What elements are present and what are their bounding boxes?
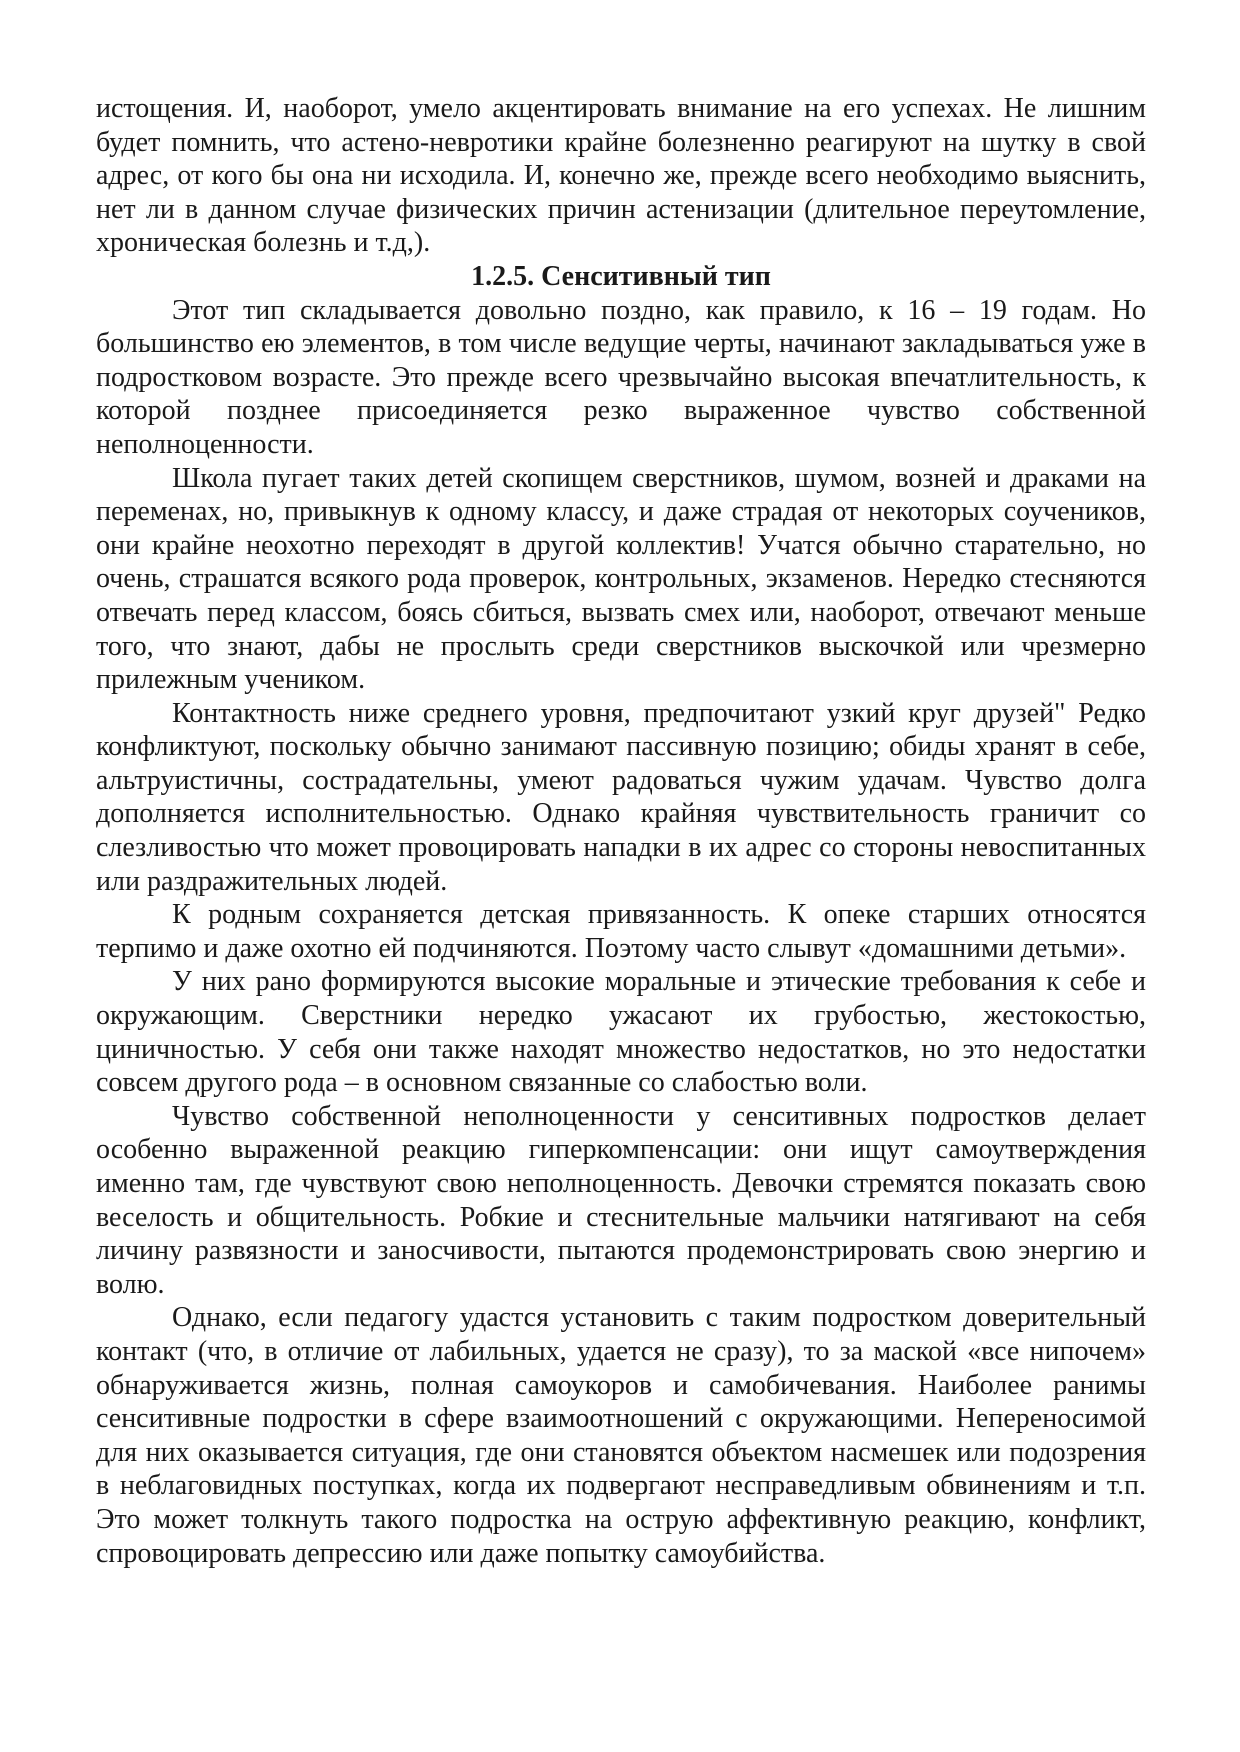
paragraph: К родным сохраняется детская привязанность. К опеке старших относятся терпимо и даже охотно ей подчиняются. Поэтому часто слывут «домашними детьми». (96, 899, 1146, 964)
paragraph-continuation: истощения. И, наоборот, умело акцентировать внимание на его успехах. Не лишним будет помнить, что астено-невротики крайне болезненно реагируют на шутку в свой адрес, от кого бы она ни исходила. И, конечно же, прежде всего необходимо выяснить, нет ли в данном случае физических причин астенизации (длительное переутомление, хроническая болезнь и т.д,). (96, 93, 1146, 259)
paragraph: Однако, если педагогу удастся установить с таким подростком доверительный контакт (что, в отличие от лабильных, удается не сразу), то за маской «все нипочем» обнаруживается жизнь, полная самоукоров и самобичевания. Наиболее ранимы сенситивные подростки в сфере взаимоотношений с окружающими. Непереносимой для них оказывается ситуация, где они становятся объектом насмешек или подозрения в неблаговидных поступках, когда их подвергают несправедливым обвинениям и т.п. Это может толкнуть такого подростка на острую аффективную реакцию, конфликт, спровоцировать депрессию или даже попытку самоубийства. (96, 1302, 1146, 1569)
section-heading: 1.2.5. Сенситивный тип (471, 260, 771, 292)
paragraph: Контактность ниже среднего уровня, предпочитают узкий круг друзей" Редко конфликтуют, поскольку обычно занимают пассивную позицию; обиды хранят в себе, альтруистичны, сострадательны, умеют радоваться чужим удачам. Чувство долга дополняется исполнительностью. Однако крайняя чувствительность граничит со слезливостью что может провоцировать нападки в их адрес со стороны невоспитанных или раздражительных людей. (96, 697, 1146, 897)
document-page (96, 92, 1146, 1570)
paragraph: У них рано формируются высокие моральные и этические требования к себе и окружающим. Сверстники нередко ужасают их грубостью, жестокостью, циничностью. У себя они также находят множество недостатков, но это недостатки совсем другого рода – в основном связанные со слабостью воли. (96, 966, 1146, 1099)
paragraph: Этот тип складывается довольно поздно, как правило, к 16 – 19 годам. Но большинство ею элементов, в том числе ведущие черты, начинают закладываться уже в подростковом возрасте. Это прежде всего чрезвычайно высокая впечатлительность, к которой позднее присоединяется резко выраженное чувство собственной неполноценности. (96, 294, 1146, 460)
paragraph: Чувство собственной неполноценности у сенситивных подростков делает особенно выраженной реакцию гиперкомпенсации: они ищут самоутверждения именно там, где чувствуют свою неполноценность. Девочки стремятся показать свою веселость и общительность. Робкие и стеснительные мальчики натягивают на себя личину развязности и заносчивости, пытаются продемонстрировать свою энергию и волю. (96, 1100, 1146, 1300)
paragraph: Школа пугает таких детей скопищем сверстников, шумом, возней и драками на переменах, но, привыкнув к одному классу, и даже страдая от некоторых соучеников, они крайне неохотно переходят в другой коллектив! Учатся обычно старательно, но очень, страшатся всякого рода проверок, контрольных, экзаменов. Нередко стесняются отвечать перед классом, боясь сбиться, вызвать смех или, наоборот, отвечают меньше того, что знают, дабы не прослыть среди сверстников выскочкой или чрезмерно прилежным учеником. (96, 462, 1146, 696)
